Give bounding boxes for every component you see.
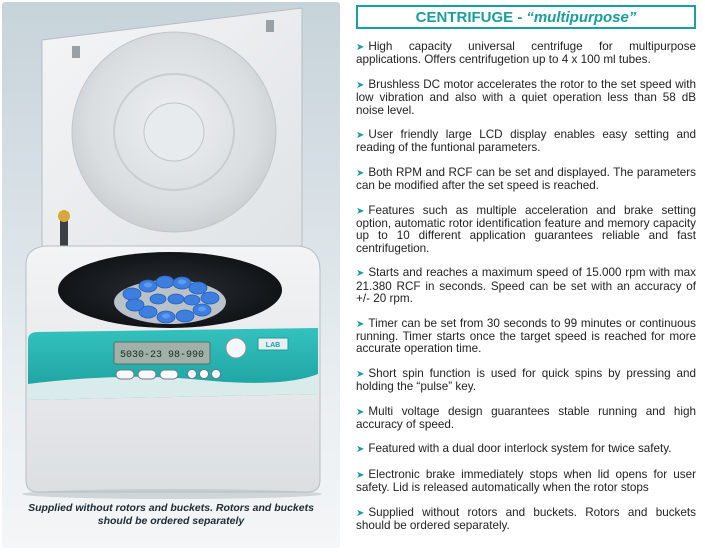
feature-item: ➤ Both RPM and RCF can be set and displayed. The parameters can be modified after the set speed is reached. [356, 165, 696, 193]
chevron-right-icon: ➤ [356, 167, 365, 179]
photo-caption: Supplied without rotors and buckets. Rotors and buckets should be ordered separately [28, 502, 314, 527]
chevron-right-icon: ➤ [356, 469, 365, 481]
chevron-right-icon: ➤ [356, 507, 365, 519]
feature-item: ➤ Short spin function is used for quick spins by pressing and holding the “pulse” key. [356, 366, 696, 394]
title-sub: “multipurpose” [526, 8, 637, 26]
centrifuge-illustration [2, 2, 340, 548]
chevron-right-icon: ➤ [356, 318, 365, 330]
chevron-right-icon: ➤ [356, 406, 365, 418]
chevron-right-icon: ➤ [356, 79, 365, 91]
chevron-right-icon: ➤ [356, 42, 365, 53]
chevron-right-icon: ➤ [356, 444, 365, 456]
feature-item: ➤ Timer can be set from 30 seconds to 99 minutes or continuous running. Timer starts once the target speed is reached for more accurate operation time. [356, 316, 696, 356]
control-knob [226, 338, 246, 358]
button-1 [116, 370, 134, 379]
feature-list [356, 41, 696, 544]
chevron-right-icon: ➤ [356, 268, 365, 280]
feature-item: ➤ Supplied without rotors and buckets. Rotors and buckets should be ordered separately. [356, 505, 696, 532]
feature-item: ➤ Featured with a dual door interlock system for twice safety. [356, 442, 672, 456]
feature-item: ➤ Features such as multiple acceleration and brake setting option, automatic rotor identification feature and memory capacity up to 10 different application guarantees reliable and fast centrifugetion. [356, 203, 696, 255]
title-main: CENTRIFUGE - [415, 8, 523, 26]
product-photo-panel [2, 2, 340, 548]
button-2 [138, 370, 156, 379]
button-6 [212, 370, 221, 379]
button-3 [160, 370, 178, 379]
feature-item: ➤ Brushless DC motor accelerates the rotor to the set speed with low vibration and also with a quiet operation less than 58 dB noise level. [356, 77, 696, 117]
product-title-box [356, 5, 696, 29]
button-5 [200, 370, 209, 379]
feature-item: ➤ User friendly large LCD display enables easy setting and reading of the funtional parameters. [356, 128, 696, 155]
feature-item: ➤ Multi voltage design guarantees stable running and high accuracy of speed. [356, 404, 696, 431]
feature-item: ➤ High capacity universal centrifuge for multipurpose applications. Offers centrifugetion up to 4 x 100 ml tubes. [356, 40, 696, 67]
chevron-right-icon: ➤ [356, 205, 365, 217]
feature-item: ➤ Starts and reaches a maximum speed of 15.000 rpm with max 21.380 RCF in seconds. Speed can be set with an accuracy of +/- 20 rpm. [356, 266, 696, 306]
feature-item: ➤ Electronic brake immediately stops when lid opens for user safety. Lid is released automatically when the rotor stops [356, 467, 696, 495]
chevron-right-icon: ➤ [356, 130, 365, 142]
brand-label: LAB [265, 342, 281, 349]
button-4 [188, 370, 197, 379]
lcd-readout: 5030-23 98-990 [119, 350, 205, 361]
chevron-right-icon: ➤ [356, 368, 365, 380]
